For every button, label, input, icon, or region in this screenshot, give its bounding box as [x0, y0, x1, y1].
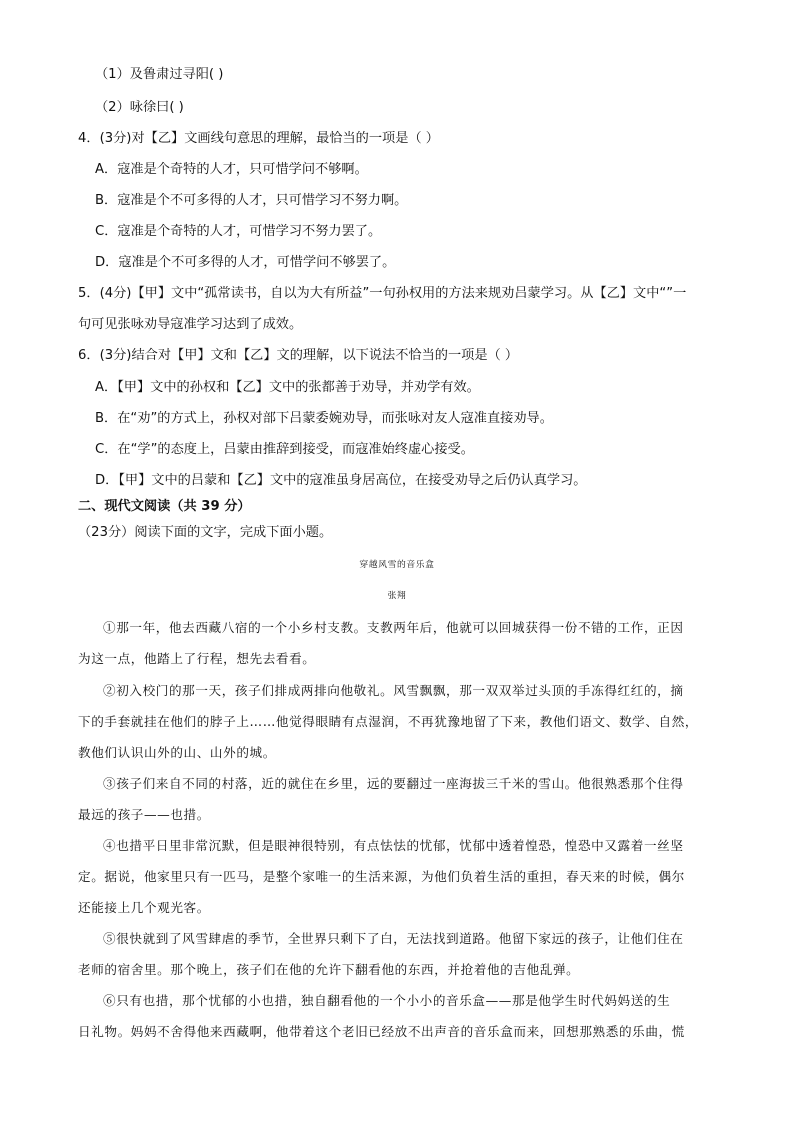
story-line-3: ②初入校门的那一天，孩子们排成两排向他敬礼。风雪飘飘，那一双双举过头顶的手冻得红红的，摘	[103, 683, 684, 698]
q3-item-1: （1）及鲁肃过寻阳( )	[95, 67, 224, 82]
section-heading: 二、现代文阅读（共 39 分）	[78, 499, 251, 514]
story-line-7: 最远的孩子——也措。	[78, 807, 210, 822]
story-line-6: ③孩子们来自不同的村落，近的就住在乡里，远的要翻过一座海拔三千米的雪山。他很熟悉那个住得	[103, 776, 684, 791]
story-line-1: ①那一年，他去西藏八宿的一个小乡村支教。支教两年后，他就可以回城获得一份不错的工作，正因	[103, 620, 684, 635]
story-line-8: ④也措平日里非常沉默，但是眼神很特别，有点怯怯的忧郁，忧郁中透着惶恐，惶恐中又露着一丝坚	[103, 838, 684, 853]
story-line-5: 教他们认识山外的山、山外的城。	[78, 745, 276, 760]
story-line-13: ⑥只有也措，那个忧郁的小也措，独自翻看他的一个小小的音乐盒——那是他学生时代妈妈送的生	[103, 993, 671, 1008]
q6-stem: 6．(3分)结合对【甲】文和【乙】文的理解，以下说法不恰当的一项是（ ）	[78, 348, 519, 363]
story-line-10: 还能接上几个观光客。	[78, 900, 210, 915]
q6-option-d: D．【甲】文中的吕蒙和【乙】文中的寇准虽身居高位，在接受劝导之后仍认真学习。	[95, 473, 587, 488]
q4-option-c: C．寇准是个奇特的人才，可惜学习不努力罢了。	[95, 224, 382, 239]
story-line-9: 定。据说，他家里只有一匹马，是整个家唯一的生活来源，为他们负着生活的重担，春天来的时候，偶尔	[78, 869, 685, 884]
story-line-4: 下的手套就挂在他们的脖子上……他觉得眼睛有点湿润，不再犹豫地留了下来，教他们语文、数学、自然，	[78, 714, 699, 729]
q4-stem: 4．(3分)对【乙】文画线句意思的理解，最恰当的一项是（ ）	[78, 131, 439, 146]
story-line-12: 老师的宿舍里。那个晚上，孩子们在他的允许下翻看他的东西，并抢着他的吉他乱弹。	[78, 962, 580, 977]
q5-line-2: 句可见张咏劝导寇准学习达到了成效。	[78, 317, 303, 332]
story-title: 穿越风雪的音乐盒	[359, 560, 435, 570]
q3-item-2: （2）咏徐曰( )	[95, 100, 184, 115]
q6-option-c: C．在“学”的态度上，吕蒙由推辞到接受，而寇准始终虚心接受。	[95, 442, 474, 457]
story-author: 张翔	[387, 591, 407, 601]
story-line-11: ⑤很快就到了风雪肆虐的季节，全世界只剩下了白，无法找到道路。他留下家远的孩子，让他们住在	[103, 931, 684, 946]
q4-option-a: A．寇准是个奇特的人才，只可惜学问不够啊。	[95, 162, 368, 177]
q4-option-b: B．寇准是个不可多得的人才，只可惜学习不努力啊。	[95, 193, 408, 208]
q6-option-a: A．【甲】文中的孙权和【乙】文中的张都善于劝导，并劝学有效。	[95, 380, 480, 395]
story-line-2: 为这一点，他踏上了行程，想先去看看。	[78, 651, 316, 666]
q5-line-1: 5．(4分)【甲】文中“孤常读书，自以为大有所益”一句孙权用的方法来规劝吕蒙学习。从【乙】文中“”一	[78, 286, 687, 301]
q4-option-d: D．寇准是个不可多得的人才，可惜学问不够罢了。	[95, 255, 396, 270]
q6-option-b: B．在“劝”的方式上，孙权对部下吕蒙委婉劝导，而张咏对友人寇准直接劝导。	[95, 411, 553, 426]
section-instruction: （23分）阅读下面的文字，完成下面小题。	[78, 525, 333, 540]
story-line-14: 日礼物。妈妈不舍得他来西藏啊，他带着这个老旧已经放不出声音的音乐盒而来，回想那熟悉的乐曲，慌	[78, 1024, 685, 1039]
